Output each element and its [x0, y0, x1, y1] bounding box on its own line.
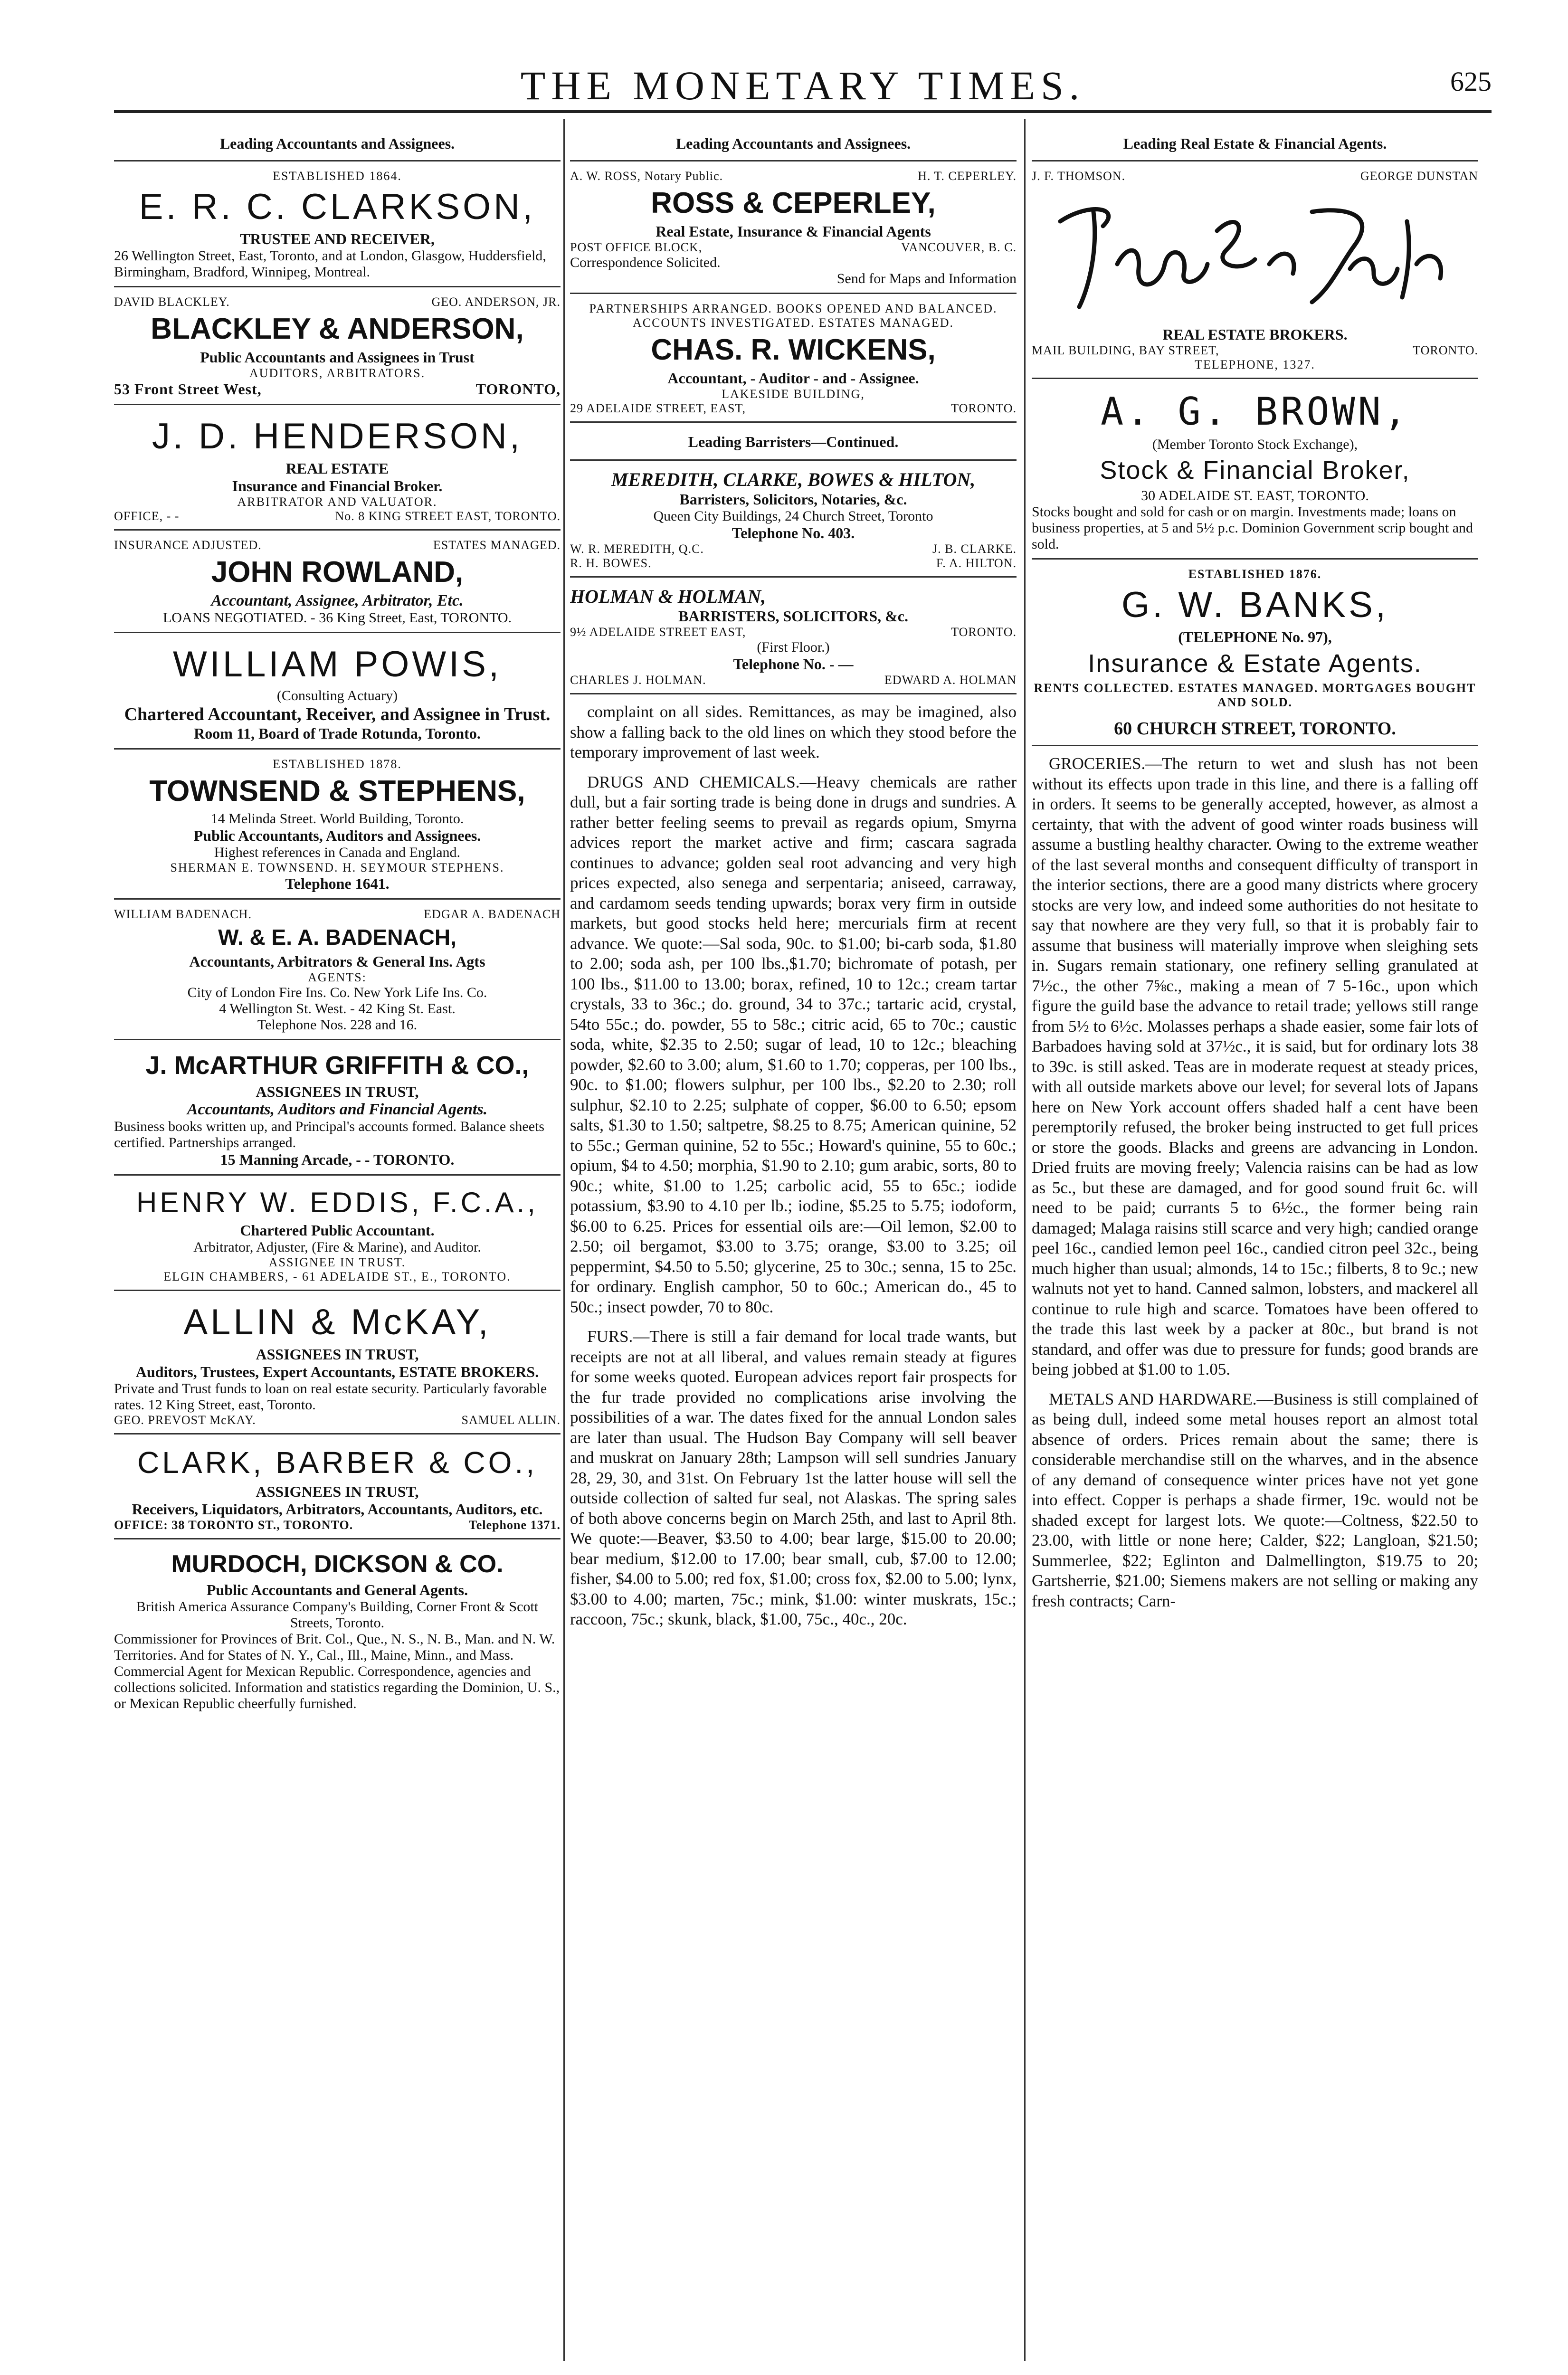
ad-name: HENRY W. EDDIS, F.C.A.,	[136, 1187, 538, 1218]
ad-name: MURDOCH, DICKSON & CO.	[171, 1550, 504, 1578]
ad-brown: A. G. BROWN, (Member Toronto Stock Exchange), Stock & Financial Broker, 30 ADELAIDE ST. EAST, TORONTO. Stocks bought and sold for cash or on margin. Investments made; loans on business properties, at 5 and 5½ p.c. Dominion Government scrip bought and sold.	[1032, 378, 1478, 558]
ad-clarkson: ESTABLISHED 1864. E. R. C. CLARKSON, TRUSTEE AND RECEIVER, 26 Wellington Street, East, Toronto, and at London, Glasgow, Huddersfield, Birmingham, Bradford, Winnipeg, Montreal.	[114, 160, 561, 286]
ad-name: J. D. HENDERSON,	[152, 416, 523, 456]
column-rule-2	[1024, 119, 1026, 2361]
ad-clark: CLARK, BARBER & CO., ASSIGNEES IN TRUST, Receivers, Liquidators, Arbitrators, Accountants, Auditors, etc. OFFICE: 38 TORONTO ST., TORONTO. Telephone 1371.	[114, 1433, 561, 1538]
section-heading: Leading Accountants and Assignees.	[219, 135, 455, 152]
signature-icon	[1046, 193, 1464, 316]
column-2	[570, 124, 1017, 2356]
ad-eddis: HENRY W. EDDIS, F.C.A., Chartered Public Accountant. Arbitrator, Adjuster, (Fire & Marine), and Auditor. ASSIGNEE IN TRUST. ELGIN CHAMBERS, - 61 ADELAIDE ST., E., TORONTO.	[114, 1174, 561, 1290]
ad-badenach: WILLIAM BADENACH. EDGAR A. BADENACH W. & E. A. BADENACH, Accountants, Arbitrators & General Ins. Agts AGENTS: City of London Fire Ins. Co. New York Life Ins. Co. 4 Wellington St. West. - 42 King St. East. Telephone Nos. 228 and 16.	[114, 898, 561, 1039]
page-number: 625	[1450, 66, 1492, 97]
column-1	[114, 124, 561, 2356]
ad-name: BLACKLEY & ANDERSON,	[151, 313, 524, 345]
ad-name: CLARK, BARBER & CO.,	[137, 1445, 537, 1480]
ad-henderson: J. D. HENDERSON, REAL ESTATE Insurance and Financial Broker. ARBITRATOR AND VALUATOR. OFFICE, - - No. 8 KING STREET EAST, TORONTO.	[114, 404, 561, 529]
article-paragraph: complaint on all sides. Remittances, as may be imagined, also show a falling back to the old lines on which they stood before the temporary improvement of last week.	[570, 703, 1017, 761]
ad-powis: WILLIAM POWIS, (Consulting Actuary) Chartered Accountant, Receiver, and Assignee in Trust. Room 11, Board of Trade Rotunda, Toronto.	[114, 632, 561, 748]
ad-name: WILLIAM POWIS,	[172, 644, 502, 684]
ad-name: J. McARTHUR GRIFFITH & CO.,	[145, 1051, 529, 1080]
ad-meredith: MEREDITH, CLARKE, BOWES & HILTON, Barristers, Solicitors, Notaries, &c. Queen City Buildings, 24 Church Street, Toronto Telephone No. 403. W. R. MEREDITH, Q.C. J. B. CLARKE. R. H. BOWES. F. A. HILTON.	[570, 459, 1017, 576]
market-report-col2	[570, 693, 1017, 1645]
ad-banks: ESTABLISHED 1876. G. W. BANKS, (TELEPHONE No. 97), Insurance & Estate Agents. RENTS COLLECTED. ESTATES MANAGED. MORTGAGES BOUGHT AND SOLD. 60 CHURCH STREET, TORONTO.	[1032, 558, 1478, 745]
ad-name: E. R. C. CLARKSON,	[139, 187, 536, 227]
ad-blackley: DAVID BLACKLEY. GEO. ANDERSON, JR. BLACKLEY & ANDERSON, Public Accountants and Assignees in Trust AUDITORS, ARBITRATORS. 53 Front Street West, TORONTO,	[114, 286, 561, 404]
ad-name: MEREDITH, CLARKE, BOWES & HILTON,	[611, 469, 976, 490]
section-heading: Leading Accountants and Assignees.	[675, 135, 911, 152]
ad-wickens: PARTNERSHIPS ARRANGED. BOOKS OPENED AND BALANCED. ACCOUNTS INVESTIGATED. ESTATES MANAGED. CHAS. R. WICKENS, Accountant, - Auditor - and - Assignee. LAKESIDE BUILDING, 29 ADELAIDE STREET, EAST, TORONTO.	[570, 293, 1017, 421]
ad-thomson-dunstan: J. F. THOMSON. GEORGE DUNSTAN REAL ESTATE BROKERS. MAIL BUILDING, BAY STREET, TORONTO. TELEPHONE, 1327.	[1032, 160, 1478, 378]
ad-mcarthur: J. McARTHUR GRIFFITH & CO., ASSIGNEES IN TRUST, Accountants, Auditors and Financial Agents. Business books written up, and Principal's accounts formed. Balance sheets certified. Partnerships arranged. 15 Manning Arcade, - - TORONTO.	[114, 1039, 561, 1174]
ad-name: JOHN ROWLAND,	[211, 556, 464, 589]
ad-name: TOWNSEND & STEPHENS,	[149, 775, 525, 808]
ad-name: A. G. BROWN,	[1101, 390, 1409, 434]
article-paragraph: METALS AND HARDWARE.—Business is still complained of as being dull, indeed some metal houses report an almost total absence of orders. Prices remain about the same; there is considerable merchandise still on the wharves, and in the absence of any demand of consequence winter prices have not yet gone into effect. Copper is perhaps a shade firmer, 19c. would not be shaded except for largest lots. We quote:—Coltness, $22.50 to 23.00, with little or none here; Calder, $22; Langloan, $21.50; Summerlee, $22; Eglinton and Dalmellington, $19.75 to 20; Gartsherrie, $21.00; Siemens makers are not selling or making any fresh contracts; Carn-	[1032, 1389, 1478, 1610]
ad-name: ROSS & CEPERLEY,	[651, 187, 936, 219]
column-3	[1032, 124, 1478, 2356]
signature-logo	[1032, 183, 1478, 326]
article-paragraph: DRUGS AND CHEMICALS.—Heavy chemicals are rather dull, but a fair sorting trade is being done in drugs and sundries. A rather better feeling seems to prevail as regards opium, Smyrna advices report the market active and firm; cascara sagrada continues to advance; golden seal root advancing and very high prices expected, also senega and serpentaria; aniseed, carraway, and cardamom seeds tending upwards; borax very firm in outside markets, but good stocks held here; mercurials firm at recent advance. We quote:—Sal soda, 90c. to $1.00; bi-carb soda, $1.80 to 2.00; soda ash, per 100 lbs.,$1.70; bichromate of potash, per 100 lbs., $11.00 to 13.00; borax, refined, 10 to 12c.; cream tartar crystals, 33 to 36c.; do. ground, 34 to 37c.; tartaric acid, crystal, 54to 55c.; do. powder, 55 to 58c.; citric acid, 65 to 70c.; caustic soda, white, $2.35 to 2.50; sugar of lead, 10 to 12c.; bleaching powder, $2.60 to 3.00; alum, $1.60 to 1.70; copperas, per 100 lbs., 90c. to $1.00; flowers sulphur, per 100 lbs., $2.20 to 2.30; roll sulphur, $2.10 to 2.25; sulphate of copper, $6.00 to 6.50; epsom salts, $1.30 to 1.50; saltpetre, $8.25 to 8.75; American quinine, 52 to 55c.; German quinine, 52 to 55c.; Howard's quinine, 55 to 60c.; opium, $4 to 4.50; morphia, $1.90 to 2.10; gum arabic, sorts, 80 to 90c.; white, $1.00 to 1.25; carbolic acid, 55 to 65c.; iodide potassium, $3.90 to 4.10 per lb.; iodine, $5.25 to 5.75; iodoform, $6.00 to 6.25. Prices for essential oils are:—Oil lemon, $2.00 to 2.50; oil bergamot, $3.00 to 3.75; orange, $3.00 to 3.25; oil peppermint, $4.50 to 5.50; glycerine, 25 to 30c.; senna, 15 to 25c. for ordinary. English camphor, 50 to 60c.; American do., 45 to 50c.; insect powder, 70 to 80c.	[570, 772, 1017, 1316]
ad-rowland: INSURANCE ADJUSTED. ESTATES MANAGED. JOHN ROWLAND, Accountant, Assignee, Arbitrator, Etc. LOANS NEGOTIATED. - 36 King Street, East, TORONTO.	[114, 529, 561, 632]
ad-murdoch: MURDOCH, DICKSON & CO. Public Accountants and General Agents. British America Assurance Company's Building, Corner Front & Scott Streets, Toronto. Commissioner for Provinces of Brit. Col., Que., N. S., N. B., Man. and N. W. Territories. And for States of N. Y., Cal., Ill., Maine, Minn., and Mass. Commercial Agent for Mexican Republic. Correspondence, agencies and collections solicited. Information and statistics regarding the Dominion, U. S., or Mexican Republic cheerfully furnished.	[114, 1538, 561, 1718]
masthead-title: THE MONETARY TIMES.	[520, 63, 1085, 108]
ad-name: ALLIN & McKAY,	[183, 1302, 491, 1342]
ad-name: CHAS. R. WICKENS,	[651, 333, 936, 366]
column-rule-1	[563, 119, 565, 2361]
ad-holman: HOLMAN & HOLMAN, BARRISTERS, SOLICITORS, &c. 9½ ADELAIDE STREET EAST, TORONTO. (First Floor.) Telephone No. - — CHARLES J. HOLMAN. EDWARD A. HOLMAN	[570, 576, 1017, 693]
ad-name: W. & E. A. BADENACH,	[218, 925, 456, 950]
ad-name: G. W. BANKS,	[1121, 585, 1388, 625]
market-report-col3	[1032, 745, 1478, 1626]
ad-name: HOLMAN & HOLMAN,	[570, 586, 766, 607]
header-rule	[114, 110, 1492, 113]
section-heading-barristers: Leading Barristers—Continued.	[570, 421, 1017, 459]
ad-allin: ALLIN & McKAY, ASSIGNEES IN TRUST, Auditors, Trustees, Expert Accountants, ESTATE BROKERS. Private and Trust funds to loan on real estate security. Particularly favorable rates. 12 King Street, east, Toronto. GEO. PREVOST McKAY. SAMUEL ALLIN.	[114, 1290, 561, 1433]
ad-ross: A. W. ROSS, Notary Public. H. T. CEPERLEY. ROSS & CEPERLEY, Real Estate, Insurance & Financial Agents POST OFFICE BLOCK, VANCOUVER, B. C. Correspondence Solicited. Send for Maps and Information	[570, 160, 1017, 293]
article-paragraph: FURS.—There is still a fair demand for local trade wants, but receipts are not at all liberal, and values remain steady at figures for some weeks quoted. European advices report fair prospects for the fur trade provided no complications arise involving the possibilities of a war. The dates fixed for the annual London sales are later than usual. The Hudson Bay Company will sell beaver and muskrat on January 28th; Lampson will sell sundries January 28, 29, 30, and 31st. On February 1st the latter house will sell the outside collection of salted fur seal, not Alaskas. The spring sales of both above concerns begin on March 25th, and last to April 8th. We quote:—Beaver, $3.50 to 4.00; bear large, $15.00 to 20.00; bear medium, $12.00 to 17.00; bear small, cub, $7.00 to 12.00; fisher, $4.00 to 5.00; red fox, $1.00; cross fox, $2.00 to 5.00; lynx, $3.00 to 4.00; marten, 75c.; mink, $1.00: winter muskrats, 15c.; raccoon, 75c.; skunk, black, $1.00, 75c., 40c., 20c.	[570, 1327, 1017, 1628]
page-header	[114, 62, 1492, 114]
section-heading: Leading Real Estate & Financial Agents.	[1123, 135, 1387, 152]
article-paragraph: GROCERIES.—The return to wet and slush has not been without its effects upon trade in this line, and there is a falling off in orders. It seems to be generally accepted, however, as almost a certainty, that with the advent of good winter roads business will assume a bustling healthy character. Owing to the extreme weather of the last several months and consequent difficulty of transport in the interior sections, there are a good many districts where grocery stocks are very low, and indeed some authorities do not hesitate to say that nowhere are they very full, so that it is probably fair to assume that business will materially improve when sleighing sets in. Sugars remain stationary, one refinery selling granulated at 7½c., the other 7⅝c., making a mean of 7 5-16c., upon which figure the guild base the advance to retail trade; yellows still range from 5½ to 6½c. Molasses perhaps a shade easier, some fair lots of Barbadoes having sold at 37½c., it is said, but for ordinary lots 38 to 39c. is still asked. Teas are in moderate request at steady prices, with all outside markets above our level; for several lots of Japans here on New York account offers shaded half a cent have been peremptorily refused, the broker being instructed to get full prices or store the goods. Blacks and greens are advancing in London. Dried fruits are moving freely; Valencia raisins can be had as low as 5c., but these are damaged, and for good sound fruit 6c. will need to be paid; currants 5 to 6½c., the former being rain damaged; Malaga raisins still scarce and very high; candied orange peel 16c., candied lemon peel 16c., candied citron peel 32c., being much higher than usual; almonds, 14 to 15c.; filberts, 8 to 9c.; new walnuts not yet to hand. Canned salmon, lobsters, and mackerel all continue to rule high and scarce. Tomatoes have been offered to the trade this last week by a packer at 80c., but brand is not standard, and offer was due to pressure for funds; good brands are being jobbed at $1.00 to 1.05.	[1032, 754, 1478, 1378]
ad-townsend: ESTABLISHED 1878. TOWNSEND & STEPHENS, 14 Melinda Street. World Building, Toronto. Public Accountants, Auditors and Assignees. Highest references in Canada and England. SHERMAN E. TOWNSEND. H. SEYMOUR STEPHENS. Telephone 1641.	[114, 748, 561, 898]
